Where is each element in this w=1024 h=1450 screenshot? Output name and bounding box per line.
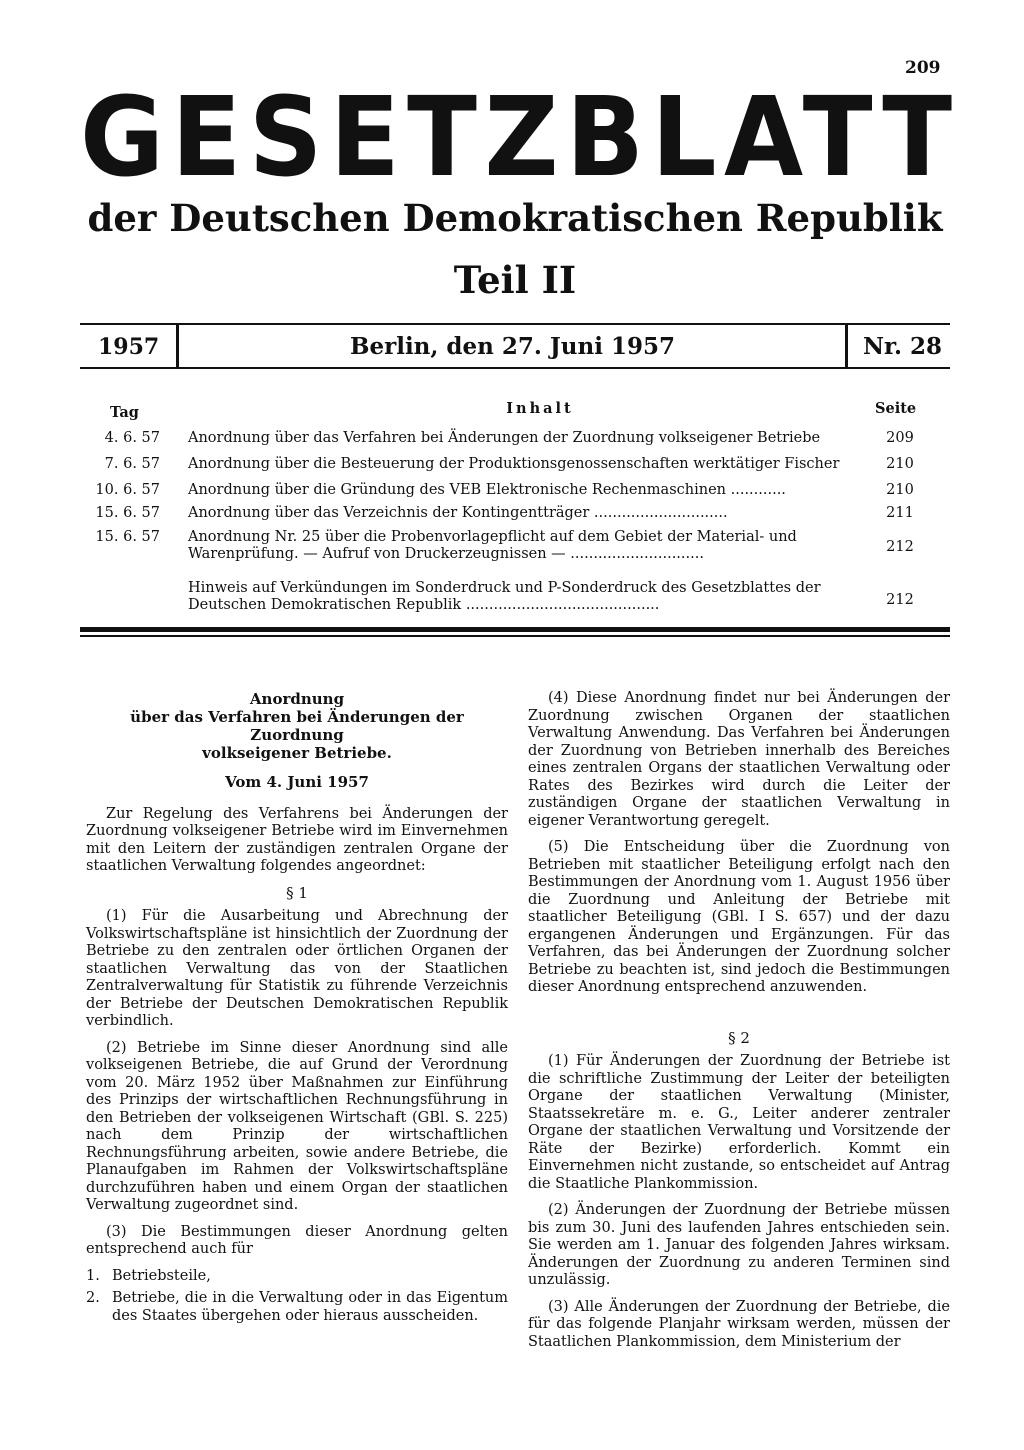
dateline-issue: Nr. 28: [862, 333, 942, 360]
masthead-part: Teil II: [453, 258, 577, 302]
article-title-line: über das Verfahren bei Änderungen der Zuordnung: [130, 708, 464, 744]
toc-entry-page: 212: [886, 592, 914, 608]
list-item-number: 1.: [86, 1267, 100, 1284]
toc-entry-text: Anordnung über das Verzeichnis der Kontingentträger .............................: [188, 505, 728, 521]
toc-entry-text: Anordnung über die Besteuerung der Produktionsgenossenschaften werktätiger Fischer: [188, 456, 840, 472]
toc-entry-page: 211: [886, 505, 914, 521]
paragraph: (4) Diese Anordnung findet nur bei Änderungen der Zuordnung zwischen Organen der staatlichen Verwaltung Anwendung. Das Verfahren bei Änderungen der Zuordnung von Betrieben innerhalb des Bereiches eines zentralen Organs der staatlichen Verwaltung oder Rates des Bezirkes wird durch die Leiter der zuständigen Organe der staatlichen Verwaltung in eigener Verantwortung geregelt.: [528, 690, 950, 829]
toc-entry-date: 7. 6. 57: [104, 456, 160, 472]
toc-entry-text: Hinweis auf Verkündungen im Sonderdruck und P-Sonderdruck des Gesetzblattes der Deutschen Demokratischen Republik ..........................................: [188, 580, 821, 613]
toc-header: [80, 398, 950, 420]
divider-thick: [80, 627, 950, 632]
toc-entry-date: 4. 6. 57: [104, 430, 160, 446]
toc-header-seite: Seite: [875, 400, 917, 417]
column-right: [528, 690, 950, 1360]
toc-header-tag: Tag: [110, 404, 139, 421]
article-date: Vom 4. Juni 1957: [225, 773, 369, 791]
page-number: 209: [905, 58, 941, 78]
toc-entry-page: 210: [886, 482, 914, 498]
masthead-subtitle: der Deutschen Demokratischen Republik: [87, 196, 943, 240]
paragraph: (1) Für Änderungen der Zuordnung der Betriebe ist die schriftliche Zustimmung der Leiter der beteiligten Organe der staatlichen Verwaltung (Minister, Staatssekretäre m. e. G., Leiter anderer zentraler Organe der staatlichen Verwaltung und Vorsitzende der Räte der Bezirke) erforderlich. Kommt ein Einvernehmen nicht zustande, so entscheidet auf Antrag die Staatliche Plankommission.: [528, 1053, 950, 1192]
dateline-separator: [176, 323, 179, 369]
toc-header-inhalt: Inhalt: [506, 400, 574, 417]
paragraph: (2) Betriebe im Sinne dieser Anordnung sind alle volkseigenen Betriebe, die auf Grund der Verordnung vom 20. März 1952 über Maßnahmen zur Einführung des Prinzips der wirtschaftlichen Rechnungsführung in den Betrieben der volkseigenen Wirtschaft (GBl. S. 225) nach dem Prinzip der wirtschaftlichen Rechnungsführung arbeiten, sowie andere Betriebe, die Planaufgaben im Rahmen der Volkswirtschaftspläne durchzuführen haben und einem Organ der staatlichen Verwaltung zugeordnet sind.: [86, 1039, 508, 1213]
list-item: [86, 1290, 508, 1325]
paragraph: (3) Alle Änderungen der Zuordnung der Betriebe, die für das folgende Planjahr wirksam werden, müssen der Staatlichen Plankommission, dem Ministerium der: [528, 1298, 950, 1350]
column-left: [86, 690, 508, 1330]
toc-entry-text: Anordnung Nr. 25 über die Probenvorlagepflicht auf dem Gebiet der Material- und Warenprüfung. — Aufruf von Druckerzeugnissen — .............................: [188, 529, 797, 562]
section-heading: § 2: [728, 1028, 750, 1047]
toc-entry-text: Anordnung über die Gründung des VEB Elektronische Rechenmaschinen ............: [188, 482, 786, 498]
list-item-text: Betriebsteile,: [112, 1267, 211, 1284]
toc-entry-date: 10. 6. 57: [95, 482, 160, 498]
preamble: Zur Regelung des Verfahrens bei Änderungen der Zuordnung volkseigener Betriebe wird im Einvernehmen mit den Leitern der zuständigen zentralen Organe der staatlichen Verwaltung folgendes angeordnet:: [86, 805, 508, 874]
dateline-bottom-rule: [80, 367, 950, 369]
paragraph: (2) Änderungen der Zuordnung der Betriebe müssen bis zum 30. Juni des laufenden Jahres entschieden sein. Sie werden am 1. Januar des folgenden Jahres wirksam. Änderungen der Zuordnung zu anderen Terminen sind unzulässig.: [528, 1202, 950, 1288]
spacer: [528, 1006, 950, 1022]
dateline: [80, 323, 950, 369]
list-item: [86, 1268, 508, 1286]
toc-entry-date: 15. 6. 57: [95, 505, 160, 521]
dateline-separator: [845, 323, 848, 369]
paragraph: (5) Die Entscheidung über die Zuordnung von Betrieben mit staatlicher Beteiligung erfolgt nach den Bestimmungen der Anordnung vom 1. August 1956 über die Zuordnung und Anleitung der Betriebe mit staatlicher Beteiligung (GBl. I S. 657) und der dazu ergangenen Änderungen und Ergänzungen. Für das Verfahren, das bei Änderungen der Zuordnung solcher Betriebe zu beachten ist, sind jedoch die Bestimmungen dieser Anordnung entsprechend anzuwenden.: [528, 839, 950, 995]
toc-entry-page: 210: [886, 456, 914, 472]
article-title-line: Anordnung: [249, 690, 345, 708]
masthead-title: GESETZBLATT: [80, 73, 960, 201]
toc-entry-date: 15. 6. 57: [95, 529, 160, 545]
toc-entry-page: 212: [886, 539, 914, 555]
dateline-top-rule: [80, 323, 950, 325]
toc-entry-text: Anordnung über das Verfahren bei Änderungen der Zuordnung volkseigener Betriebe: [188, 430, 821, 446]
dateline-place-date: Berlin, den 27. Juni 1957: [350, 333, 675, 360]
paragraph: (3) Die Bestimmungen dieser Anordnung gelten entsprechend auch für: [86, 1223, 508, 1257]
section-heading: § 1: [286, 883, 308, 902]
paragraph: (1) Für die Ausarbeitung und Abrechnung der Volkswirtschaftspläne ist hinsichtlich der Zuordnung der Betriebe zu den zentralen oder örtlichen Organen der staatlichen Verwaltung das von der Staatlichen Zentralverwaltung für Statistik zu führende Verzeichnis der Betriebe der Deutschen Demokratischen Republik verbindlich.: [86, 908, 508, 1029]
list-item-text: Betriebe, die in die Verwaltung oder in das Eigentum des Staates übergehen oder hieraus ausscheiden.: [112, 1290, 508, 1324]
list-item-number: 2.: [86, 1290, 100, 1306]
toc-entry-page: 209: [886, 430, 914, 446]
article-title-line: volkseigener Betriebe.: [202, 744, 392, 762]
dateline-year: 1957: [98, 334, 160, 360]
divider-thin: [80, 635, 950, 637]
